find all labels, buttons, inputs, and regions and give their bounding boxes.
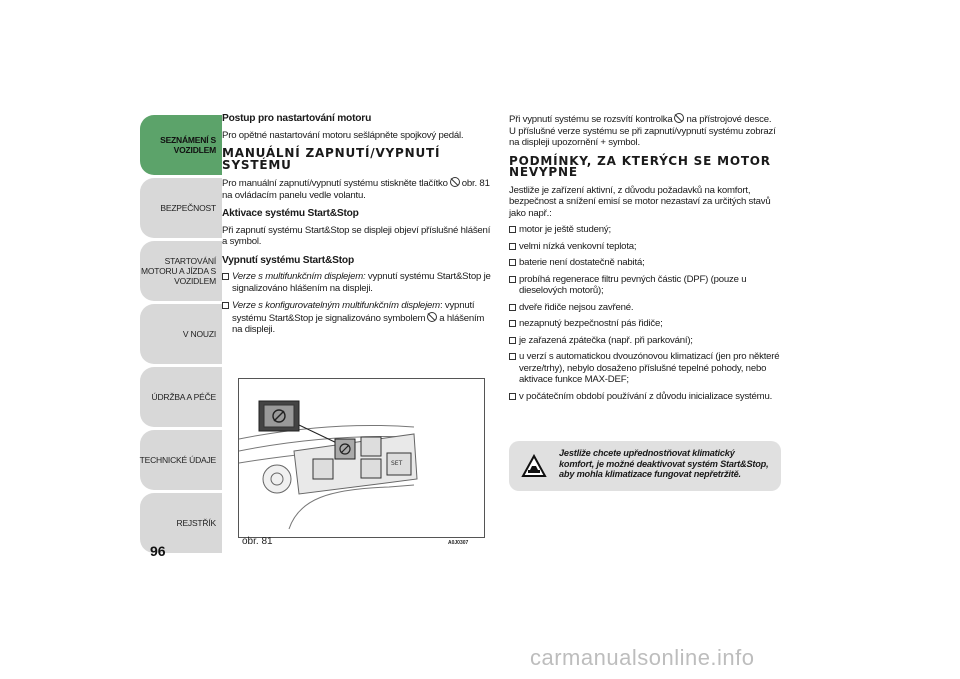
- list-item: probíhá regenerace filtru pevných částic (DPF) (pouze u dieselových motorů);: [509, 274, 781, 297]
- note-box: [509, 441, 781, 491]
- heading-manual: MANUÁLNÍ ZAPNUTÍ/VYPNUTÍ SYSTÉMU: [222, 146, 441, 172]
- warning-triangle-icon: [521, 454, 547, 478]
- list-item-em: Verze s konfigurovatelným multifunkčním displejem: [232, 300, 440, 311]
- intro-text-b: na přístrojové desce.: [686, 114, 772, 125]
- column-right: [509, 113, 781, 407]
- tab-label: SEZNÁMENÍ S VOZIDLEM: [160, 135, 216, 155]
- figure-code: A0J0307: [448, 540, 469, 546]
- list-item: nezapnutý bezpečnostní pás řidiče;: [509, 318, 781, 330]
- tab-v-nouzi[interactable]: [140, 304, 222, 364]
- tab-label: TECHNICKÉ ÚDAJE: [139, 455, 216, 465]
- heading-activation: Aktivace systému Start&Stop: [222, 208, 359, 219]
- intro-text-a: Při vypnutí systému se rozsvítí kontrolka: [509, 114, 673, 125]
- list-item: je zařazená zpátečka (např. při parkování);: [509, 335, 781, 347]
- warning-light-icon: [674, 113, 684, 123]
- tab-startovani[interactable]: [140, 241, 222, 301]
- figure-control-panel: [238, 378, 485, 538]
- list-item: [222, 271, 492, 294]
- heading-deactivation: Vypnutí systému Start&Stop: [222, 254, 354, 266]
- heading-restart: Postup pro nastartování motoru: [222, 113, 372, 124]
- list-item-em: Verze s multifunkčním displejem:: [232, 271, 366, 282]
- paragraph-restart: Pro opětné nastartování motoru sešlápněte spojkový pedál.: [222, 129, 464, 141]
- manual-text-b: obr. 81 na ovládacím panelu vedle volantu.: [222, 178, 490, 201]
- list-item: dveře řidiče nejsou zavřené.: [509, 302, 781, 314]
- tab-label: ÚDRŽBA A PÉČE: [151, 392, 216, 402]
- tab-bezpecnost[interactable]: [140, 178, 222, 238]
- paragraph-activation: Při zapnutí systému Start&Stop se displeji objeví příslušné hlášení a symbol.: [222, 224, 491, 247]
- manual-text-a: Pro manuální zapnutí/vypnutí systému stiskněte tlačítko: [222, 178, 448, 189]
- tab-label: V NOUZI: [182, 329, 216, 339]
- figure-label: obr. 81: [242, 536, 273, 547]
- paragraph-conditions: Jestliže je zařízení aktivní, z důvodu požadavků na komfort, bezpečnost a snížení emisí se motor nezastaví za určitých stavů jako např.:: [509, 184, 771, 219]
- list-item: v počátečním období používání z důvodu inicializace systému.: [509, 391, 781, 403]
- tab-label: BEZPEČNOST: [160, 203, 216, 213]
- start-stop-icon: [427, 312, 437, 322]
- tab-udrzba[interactable]: [140, 367, 222, 427]
- list-item: motor je ještě studený;: [509, 224, 781, 236]
- list-item: velmi nízká venkovní teplota;: [509, 241, 781, 253]
- start-stop-icon: [450, 177, 460, 187]
- tab-technicke-udaje[interactable]: [140, 430, 222, 490]
- tab-label: REJSTŘÍK: [176, 518, 216, 528]
- list-item-text: a hlášením na displeji.: [232, 312, 485, 335]
- column-left: [222, 113, 492, 342]
- list-item: baterie není dostatečně nabitá;: [509, 257, 781, 269]
- list-item: u verzí s automatickou dvouzónovou klimatizací (jen pro některé verze/trhy), nebylo dosaženo příslušné tepelné pohody, nebo aktivace funkce MAX-DEF;: [509, 351, 781, 386]
- page-number: 96: [150, 543, 166, 559]
- chapter-sidebar: [140, 115, 222, 556]
- list-item-text: vypnutí systému Start&Stop je signalizováno hlášením na displeji.: [232, 271, 491, 294]
- heading-conditions: PODMÍNKY, ZA KTERÝCH SE MOTOR NEVYPNE: [509, 153, 771, 179]
- paragraph-manual: [222, 177, 492, 201]
- watermark: carmanualsonline.info: [530, 645, 755, 670]
- intro-text-c: U příslušné verze systému se při zapnutí/vypnutí systému zobrazí na displeji upozornění + symbol.: [509, 125, 776, 148]
- note-text: Jestliže chcete upřednostňovat klimatický komfort, je možné deaktivovat systém Start&Stop, aby mohla klimatizace fungovat nepřetržitě.: [559, 448, 769, 479]
- paragraph-intro: [509, 113, 781, 149]
- list-item: [222, 300, 492, 336]
- tab-label: STARTOVÁNÍ MOTORU A JÍZDA S VOZIDLEM: [140, 256, 216, 286]
- list-item-text: : vypnutí systému Start&Stop je signalizováno symbolem: [232, 300, 475, 324]
- set-label: SET: [391, 460, 403, 467]
- tab-seznameni[interactable]: [140, 115, 222, 175]
- control-panel-illustration: [239, 379, 484, 537]
